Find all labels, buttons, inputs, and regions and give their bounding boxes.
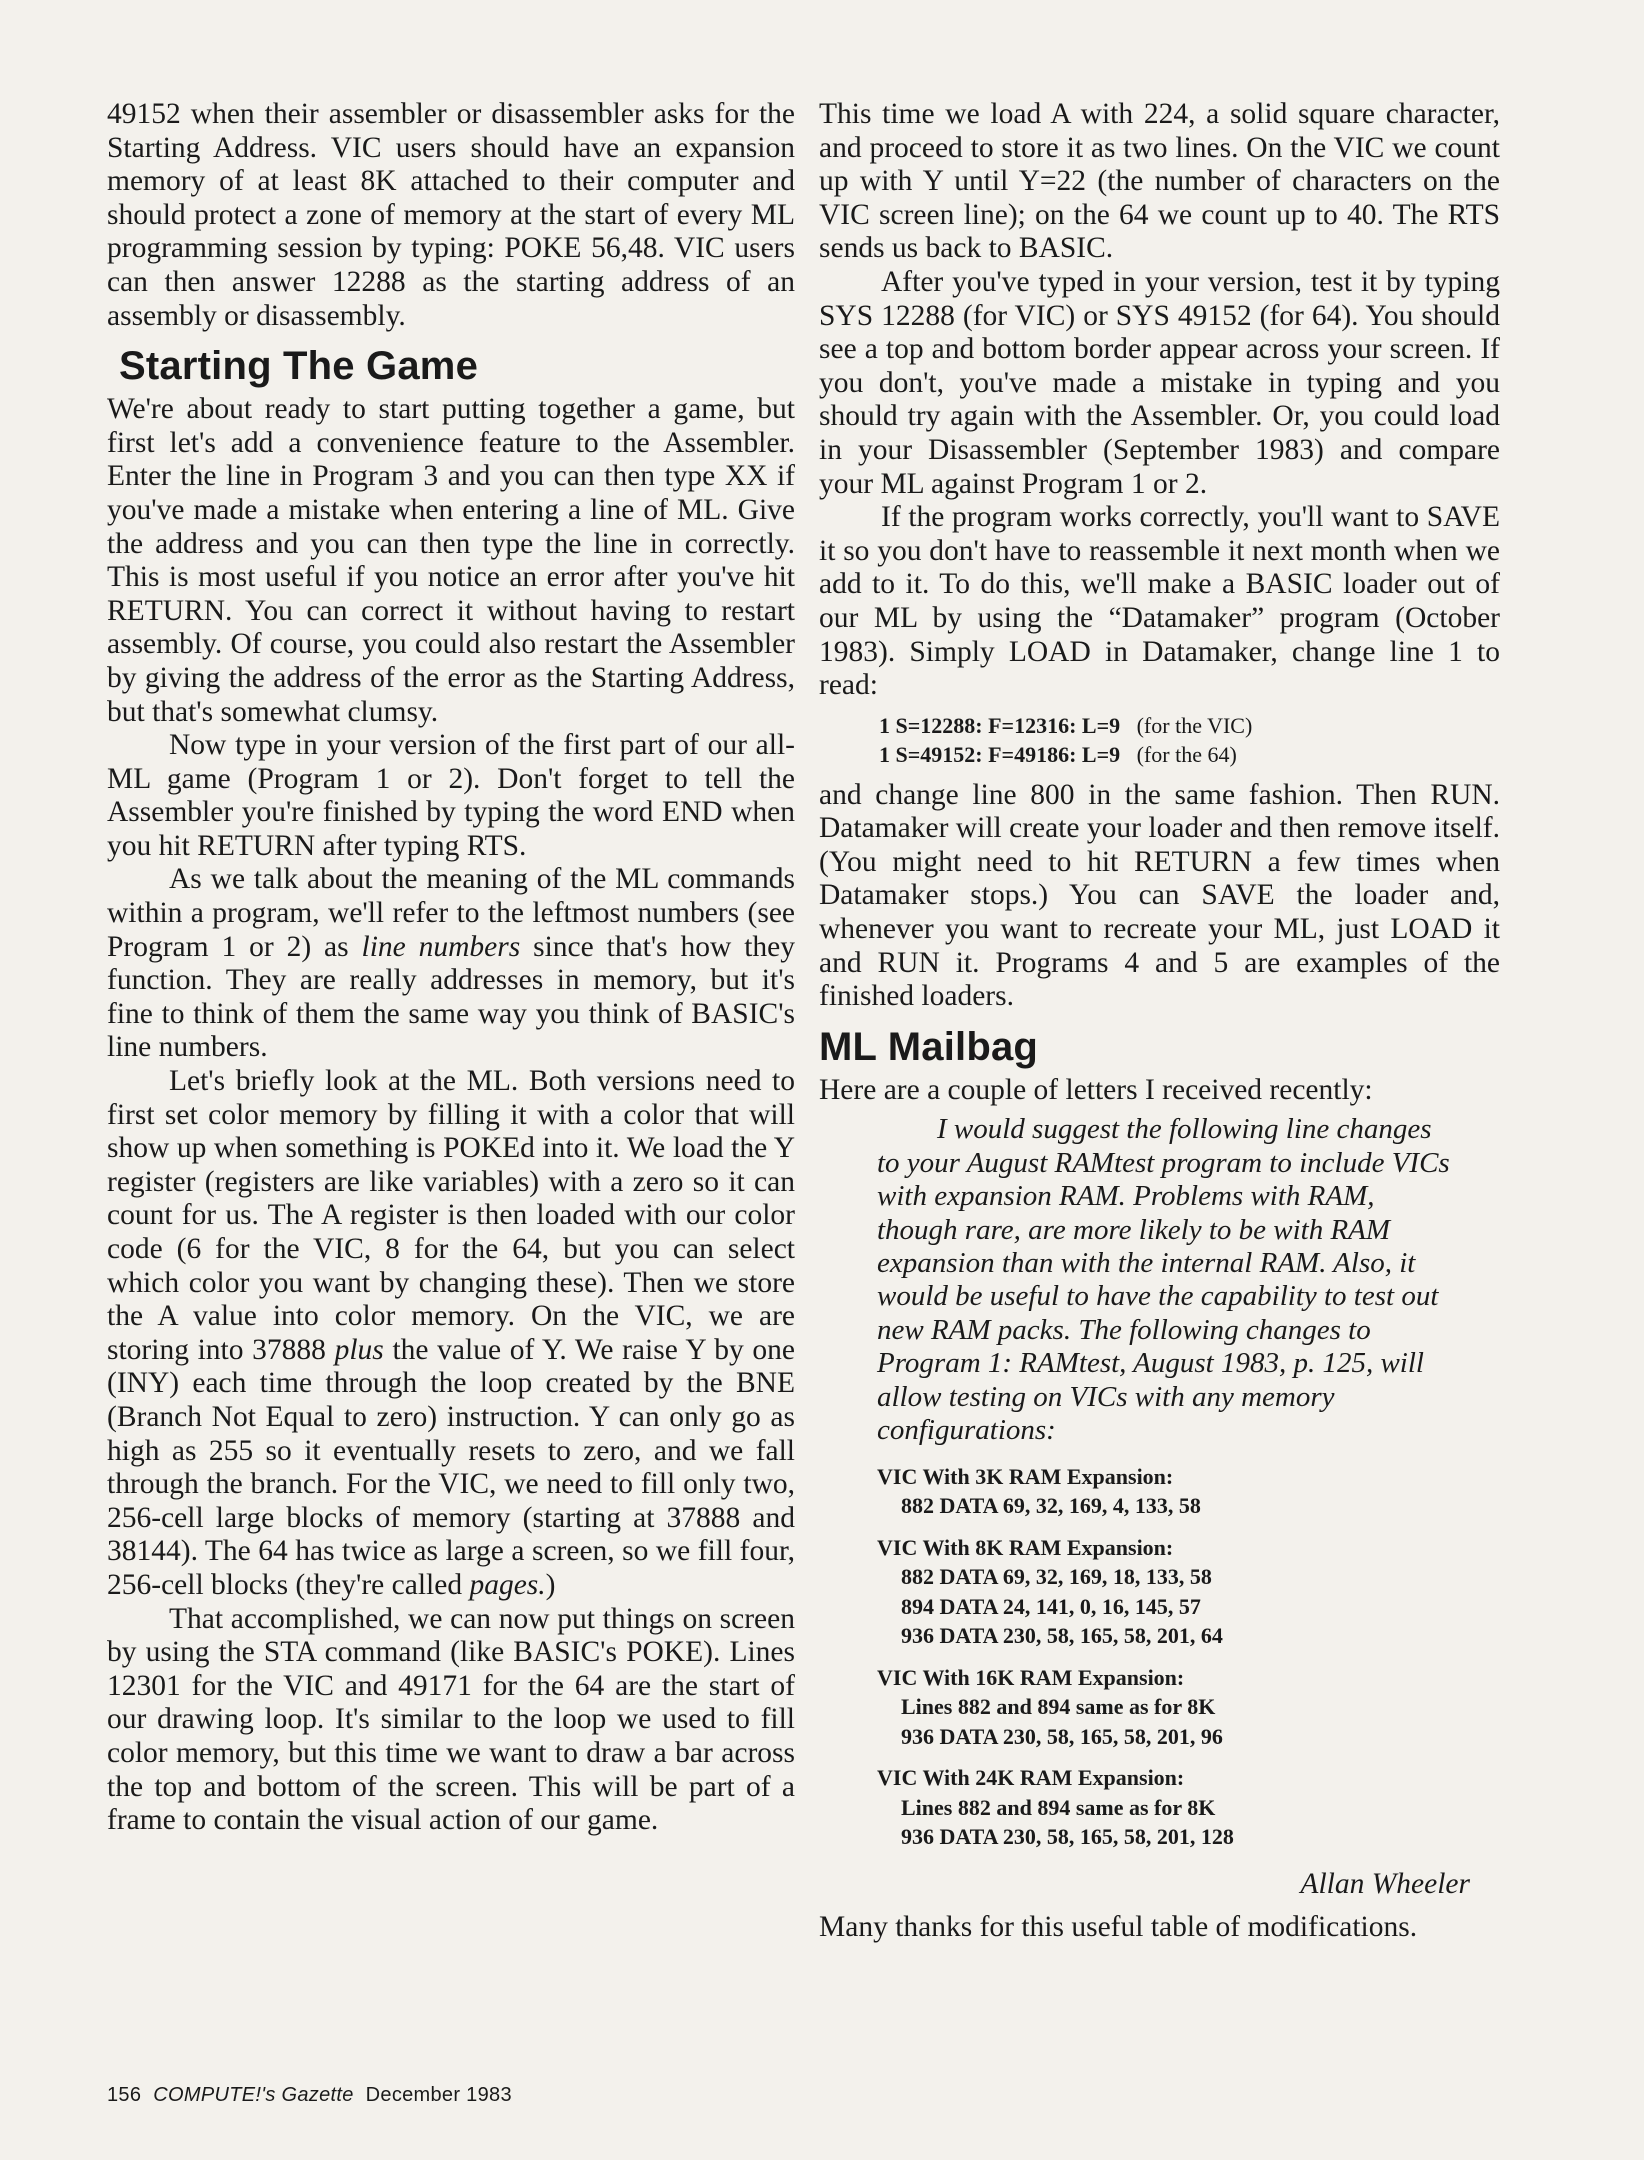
paragraph: Let's briefly look at the ML. Both versions need to first set color memory by filling it with a color that will show up when something is POKEd into it. We load the Y register (registers are like variables) with a zero so it can count for us. The A register is then loaded with our color code (6 for the VIC, 8 for the 64, but you can select which color you want by changing these). Then we store the A value into color memory. On the VIC, we are storing into 37888 plus the value of Y. We raise Y by one (INY) each time through the loop created by the BNE (Branch Not Equal to zero) instruction. Y can only go as high as 255 so it eventually resets to zero, and we fall through the branch. For the VIC, we need to fill only two, 256-cell large blocks of memory (starting at 37888 and 38144). The 64 has twice as large a screen, so we fill four, 256-cell blocks (they're called pages.) — [107, 1065, 796, 1601]
paragraph: As we talk about the meaning of the ML commands within a program, we'll refer to the leftmost numbers (see Program 1 or 2) as line numbers since that's how they function. They are really addresses in memory, but it's fine to think of them the same way you think of BASIC's line numbers. — [107, 863, 796, 1064]
magazine-title: COMPUTE!'s Gazette — [153, 2084, 354, 2106]
page-number: 156 — [107, 2084, 142, 2106]
paragraph: and change line 800 in the same fashion. Then RUN. Datamaker will create your loader and then remove itself. (You might need to hit RETURN a few times when Datamaker stops.) You can SAVE the loader and, whenever you want to recreate your ML, just LOAD it and RUN it. Programs 4 and 5 are examples of the finished loaders. — [819, 778, 1500, 1013]
mod-line: 936 DATA 230, 58, 165, 58, 201, 128 — [901, 1824, 1234, 1849]
paragraph: Now type in your version of the first part of our all-ML game (Program 1 or 2). Don't forget to tell the Assembler you're finished by typing the word END when you hit RETURN after typing RTS. — [107, 729, 795, 862]
mod-line: 936 DATA 230, 58, 165, 58, 201, 64 — [901, 1623, 1223, 1648]
paragraph: If the program works correctly, you'll want to SAVE it so you don't have to reassemble it next month when we add to it. To do this, we'll make a BASIC loader out of our ML by using the “Datamaker” program (October 1983). Simply LOAD in Datamaker, change line 1 to read: — [819, 501, 1500, 702]
letter-signature: Allan Wheeler — [1300, 1867, 1470, 1900]
mod-line: 936 DATA 230, 58, 165, 58, 201, 96 — [901, 1723, 1223, 1749]
paragraph: We're about ready to start putting together a game, but first let's add a convenience feature to the Assembler. Enter the line in Program 3 and you can then type XX if you've made a mistake when entering a line of ML. Give the address and you can then type the line in correctly. This is most useful if you notice an error after you've hit RETURN. You can correct it without having to restart assembly. Of course, you could also restart the Assembler by giving the address of the error as the Starting Address, but that's somewhat clumsy. — [107, 393, 795, 728]
section-heading-starting-the-game: Starting The Game — [119, 344, 479, 389]
page-footer — [107, 2084, 512, 2107]
emphasis: pages. — [469, 1568, 546, 1601]
mod-heading: VIC With 16K RAM Expansion: — [877, 1664, 1185, 1690]
paragraph: Many thanks for this useful table of modifications. — [819, 1911, 1418, 1944]
code-line: 1 S=49152: F=49186: L=9 (for the 64) — [879, 741, 1237, 767]
mod-heading: VIC With 24K RAM Expansion: — [877, 1765, 1185, 1790]
mod-heading: VIC With 8K RAM Expansion: — [877, 1534, 1174, 1560]
reader-letter: I would suggest the following line changes to your August RAMtest program to include VICs with expansion RAM. Problems with RAM, though rare, are more likely to be with RAM expansion than with the internal RAM. Also, it would be useful to have the capability to test out new RAM packs. The following changes to Program 1: RAMtest, August 1983, p. 125, will allow testing on VICs with any memory configurations: — [877, 1113, 1450, 1447]
modification-table — [877, 1462, 1500, 1852]
emphasis: line numbers — [361, 930, 521, 963]
issue-date: December 1983 — [365, 2084, 512, 2106]
mod-line: Lines 882 and 894 same as for 8K — [901, 1694, 1216, 1719]
right-column — [819, 98, 1500, 1945]
left-column — [107, 98, 795, 1838]
emphasis: plus — [334, 1333, 384, 1366]
paragraph: 49152 when their assembler or disassembler asks for the Starting Address. VIC users should have an expansion memory of at least 8K attached to their computer and should protect a zone of memory at the start of every ML programming session by typing: POKE 56,48. VIC users can then answer 12288 as the starting address of an assembly or disassembly. — [107, 98, 795, 332]
mod-line: 882 DATA 69, 32, 169, 4, 133, 58 — [901, 1493, 1201, 1518]
paragraph: This time we load A with 224, a solid square character, and proceed to store it as two lines. On the VIC we count up with Y until Y=22 (the number of characters on the VIC screen line); on the 64 we count up to 40. The RTS sends us back to BASIC. — [819, 98, 1500, 265]
paragraph: Here are a couple of letters I received recently: — [819, 1073, 1373, 1106]
mod-line: 894 DATA 24, 141, 0, 16, 145, 57 — [901, 1593, 1201, 1619]
mod-heading: VIC With 3K RAM Expansion: — [877, 1463, 1174, 1489]
paragraph: That accomplished, we can now put things on screen by using the STA command (like BASIC's POKE). Lines 12301 for the VIC and 49171 for the 64 are the start of our drawing loop. It's similar to the loop we used to fill color memory, but this time we want to draw a bar across the top and bottom of the screen. This will be part of a frame to contain the visual action of our game. — [107, 1602, 795, 1837]
code-listing — [879, 711, 1500, 769]
paragraph: After you've typed in your version, test it by typing SYS 12288 (for VIC) or SYS 49152 (for 64). You should see a top and bottom border appear across your screen. If you don't, you've made a mistake in typing and you should try again with the Assembler. Or, you could load in your Disassembler (September 1983) and compare your ML against Program 1 or 2. — [819, 265, 1500, 500]
mod-line: Lines 882 and 894 same as for 8K — [901, 1794, 1216, 1820]
mod-line: 882 DATA 69, 32, 169, 18, 133, 58 — [901, 1564, 1212, 1589]
code-line: 1 S=12288: F=12316: L=9 (for the VIC) — [879, 712, 1253, 738]
section-heading-ml-mailbag: ML Mailbag — [819, 1024, 1039, 1069]
